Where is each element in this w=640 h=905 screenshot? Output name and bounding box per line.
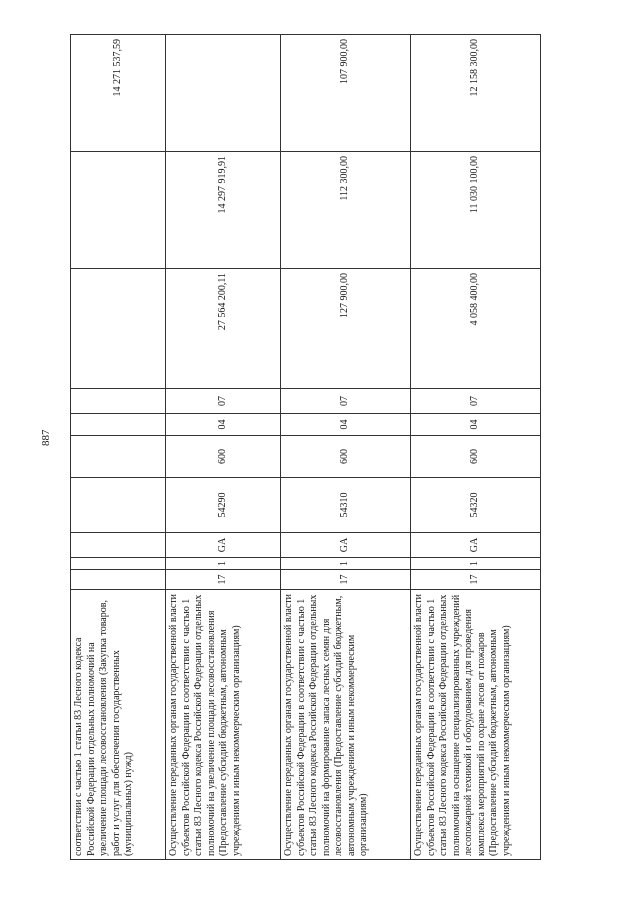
table-row — [166, 35, 281, 860]
direction-code: 54310 — [281, 478, 411, 533]
amount-year-2: 14 297 919,91 — [166, 152, 281, 269]
section-code — [71, 414, 166, 436]
amount-year-2: 112 300,00 — [281, 152, 411, 269]
row-description: Осуществление переданных органам государственной власти субъектов Российской Федерации в соответствии с частью 1 статьи 83 Лесного кодекса Российской Федерации отдельных полномочий на формирование запаса лесных семян для лесовосстановления (Предоставление субсидий бюджетным, автономным учреждениям и иным некоммерческим организациям) — [281, 590, 411, 860]
direction-code — [71, 478, 166, 533]
subprogram-code: 1 — [281, 558, 411, 570]
expense-type-code: 600 — [411, 436, 541, 478]
table-row — [71, 35, 166, 860]
table-row — [281, 35, 411, 860]
table-row — [411, 35, 541, 860]
subsection-code: 07 — [166, 389, 281, 414]
section-code: 04 — [281, 414, 411, 436]
program-code — [71, 570, 166, 590]
event-code: GA — [281, 533, 411, 558]
amount-year-3: 14 271 537,59 — [71, 35, 166, 152]
program-code: 17 — [166, 570, 281, 590]
amount-year-1: 27 564 200,11 — [166, 269, 281, 389]
row-description: Осуществление переданных органам государственной власти субъектов Российской Федерации в соответствии с частью 1 статьи 83 Лесного кодекса Российской Федерации отдельных полномочий на увеличение площади лесовосстановления (Предоставление субсидий бюджетным, автономным учреждениям и иным некоммерческим организациям) — [166, 590, 281, 860]
page-number: 887 — [40, 429, 52, 446]
amount-year-1 — [71, 269, 166, 389]
direction-code: 54290 — [166, 478, 281, 533]
subprogram-code: 1 — [411, 558, 541, 570]
subprogram-code — [71, 558, 166, 570]
section-code: 04 — [166, 414, 281, 436]
amount-year-3: 12 158 300,00 — [411, 35, 541, 152]
amount-year-3: 107 900,00 — [281, 35, 411, 152]
row-description: соответствии с частью 1 статьи 83 Лесного кодекса Российской Федерации отдельных полномочий на увеличение площади лесовосстановления (Закупка товаров, работ и услуг для обеспечения государственных (муниципальных) нужд) — [71, 590, 166, 860]
event-code — [71, 533, 166, 558]
subsection-code: 07 — [411, 389, 541, 414]
program-code: 17 — [411, 570, 541, 590]
amount-year-2 — [71, 152, 166, 269]
amount-year-2: 11 030 100,00 — [411, 152, 541, 269]
budget-table-container — [70, 35, 540, 860]
section-code: 04 — [411, 414, 541, 436]
expense-type-code: 600 — [281, 436, 411, 478]
subsection-code: 07 — [281, 389, 411, 414]
subprogram-code: 1 — [166, 558, 281, 570]
program-code: 17 — [281, 570, 411, 590]
event-code: GA — [166, 533, 281, 558]
amount-year-1: 4 058 400,00 — [411, 269, 541, 389]
direction-code: 54320 — [411, 478, 541, 533]
row-description: Осуществление переданных органам государственной власти субъектов Российской Федерации в соответствии с частью 1 статьи 83 Лесного кодекса Российской Федерации отдельных полномочий на оснащение специализированных учреждений лесопожарной техникой и оборудованием для проведения комплекса мероприятий по охране лесов от пожаров (Предоставление субсидий бюджетным, автономным учреждениям и иным некоммерческим организациям) — [411, 590, 541, 860]
expense-type-code: 600 — [166, 436, 281, 478]
amount-year-1: 127 900,00 — [281, 269, 411, 389]
budget-table — [70, 34, 541, 860]
event-code: GA — [411, 533, 541, 558]
expense-type-code — [71, 436, 166, 478]
amount-year-3 — [166, 35, 281, 152]
subsection-code — [71, 389, 166, 414]
